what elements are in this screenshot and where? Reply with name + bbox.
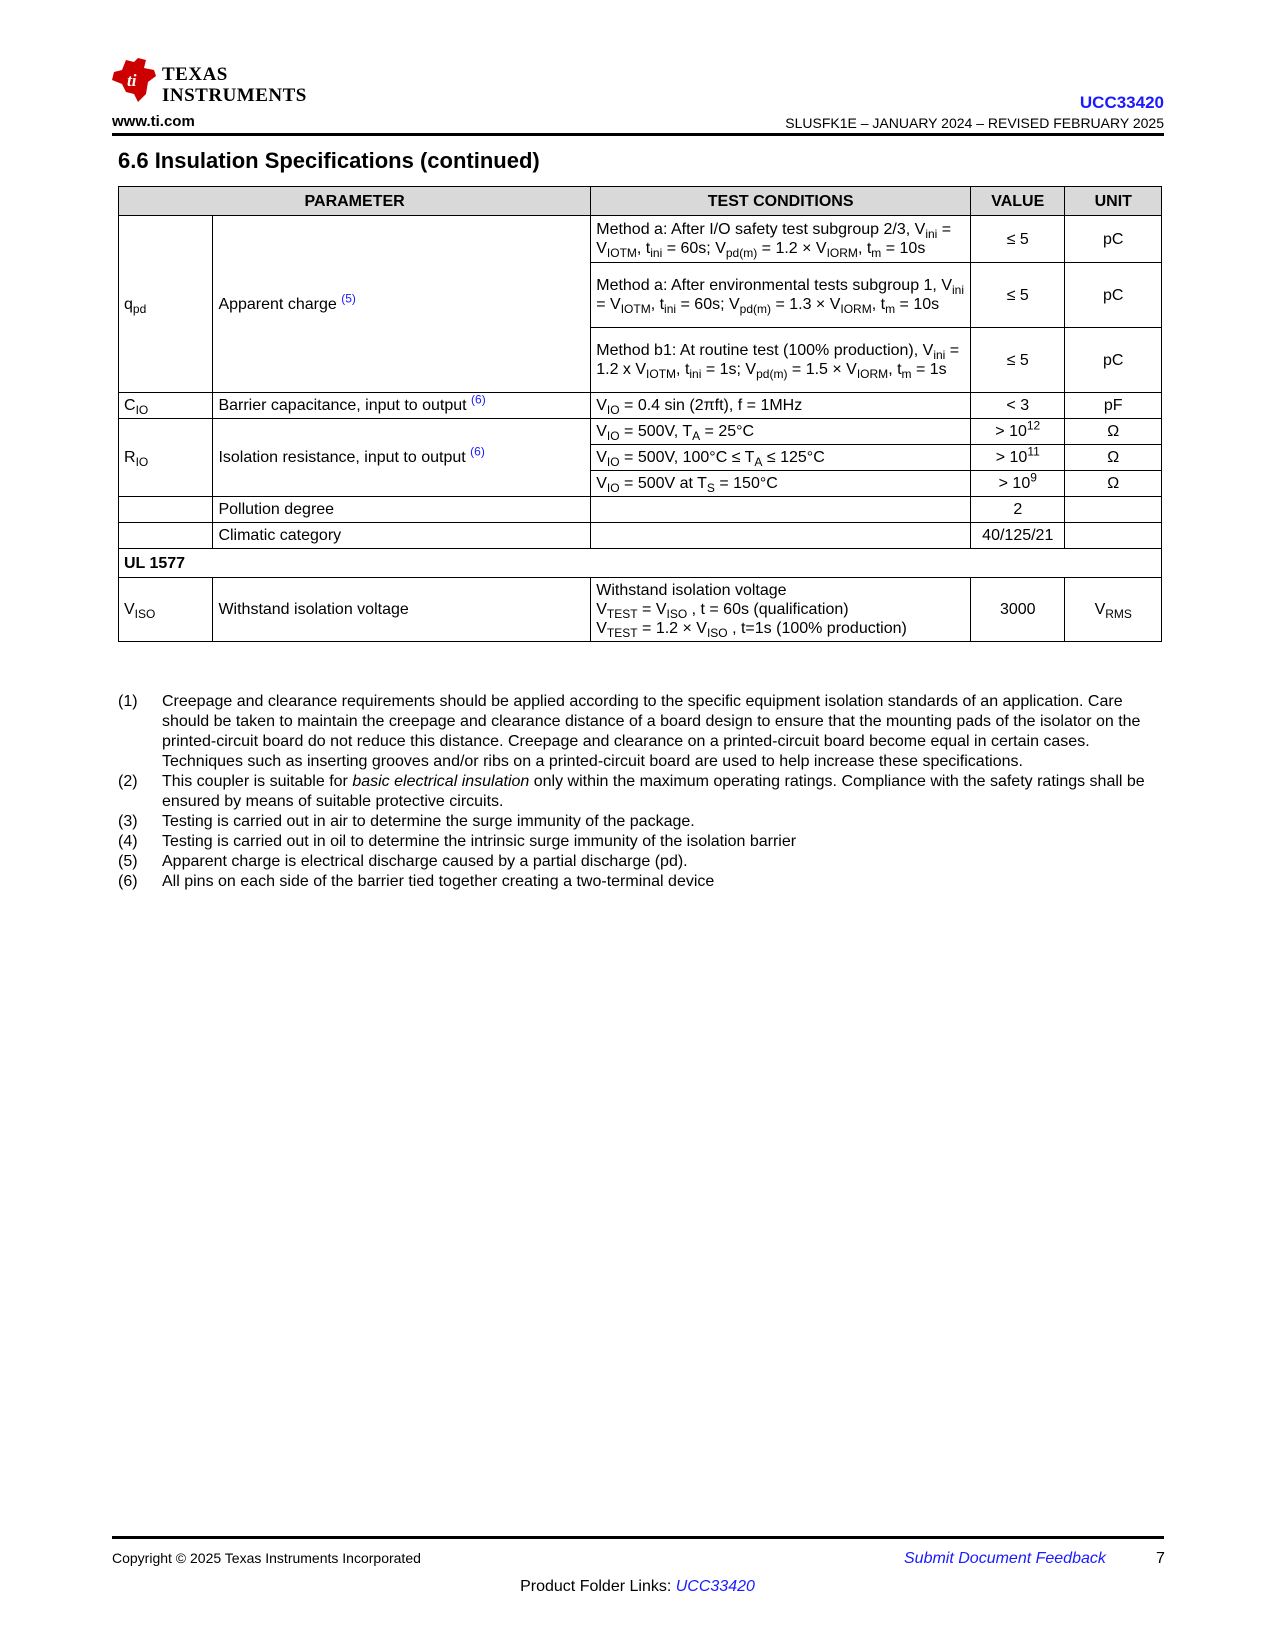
value-cell: ≤ 5 [971, 216, 1065, 263]
footnote-number: (2) [118, 773, 138, 790]
product-folder-links [0, 1578, 1275, 1596]
condition-line: $V_{TEST} = 1.2 \times V_{ISO}$ , t=1s (100% production) [596, 620, 907, 641]
symbol-qpd: $q_{pd}$ [119, 216, 213, 393]
symbol-cio: $C_{IO}$ [119, 393, 213, 419]
condition-method-a-io: Method a: After I/O safety test subgroup 2/3, $V_{ini} = V_{IOTM}$, $t_{ini} = 60s$; $V_{pd(m)} = 1.2 \times V_{IORM}$, $t_m = 10s$ [591, 216, 971, 263]
footnote-number: (1) [118, 693, 138, 710]
footnote-text: This coupler is suitable for basic electrical insulation only within the maximum operating ratings. Compliance with the safety ratings shall be ensured by means of suitable protective circuits. [162, 773, 1145, 810]
value-cell: 2 [971, 497, 1065, 523]
unit-cell: pF [1065, 393, 1162, 419]
table-row [119, 393, 1162, 419]
table-header-row [119, 187, 1162, 216]
table-row [119, 419, 1162, 445]
footnote-item [118, 692, 1168, 772]
condition-line: $V_{TEST} = V_{ISO}$ , t = 60s (qualification) [596, 601, 849, 622]
doc-revision: SLUSFK1E – JANUARY 2024 – REVISED FEBRUARY 2025 [785, 115, 1164, 131]
website-link[interactable]: www.ti.com [112, 113, 195, 130]
unit-cell: pC [1065, 263, 1162, 328]
unit-cell [1065, 497, 1162, 523]
value-cell: > $10^{12}$ [971, 419, 1065, 445]
unit-cell [1065, 523, 1162, 549]
unit-cell: Ω [1065, 419, 1162, 445]
footnote-text: Creepage and clearance requirements should be applied according to the specific equipment isolation standards of an application. Care should be taken to maintain the creepage and clearance distance of a board design to ensure that the mounting pads of the isolator on the printed-circuit board do not reduce this distance. Creepage and clearance on a printed-circuit board become equal in certain cases. Techniques such as inserting grooves and/or ribs on a printed-circuit board are used to help increase these specifications. [162, 693, 1141, 770]
footnote-item [118, 852, 1168, 872]
condition-rio-125c: $V_{IO} = 500V$, $100^\circ C \le T_A \le 125^\circ C$ [591, 445, 971, 471]
footnote-item [118, 772, 1168, 812]
footnote-item [118, 812, 1168, 832]
value-cell: > $10^{11}$ [971, 445, 1065, 471]
footnote-number: (5) [118, 853, 138, 870]
unit-cell: Ω [1065, 471, 1162, 497]
symbol-viso: $V_{ISO}$ [119, 578, 213, 642]
header-parameter: PARAMETER [119, 187, 591, 216]
logo-text-texas: TEXAS [162, 64, 228, 85]
symbol-empty [119, 523, 213, 549]
footnote-ref-5[interactable]: (5) [341, 291, 356, 306]
footnote-number: (4) [118, 833, 138, 850]
unit-cell: pC [1065, 328, 1162, 393]
footnote-text: Testing is carried out in oil to determine the intrinsic surge immunity of the isolation barrier [162, 833, 797, 850]
footnote-text: Testing is carried out in air to determine the surge immunity of the package. [162, 813, 695, 830]
section-ul-1577: UL 1577 [119, 549, 1162, 578]
param-isolation-resistance: Isolation resistance, input to output $^{(6)}$ [213, 419, 591, 497]
table-row [119, 497, 1162, 523]
symbol-empty [119, 497, 213, 523]
table-row [119, 523, 1162, 549]
condition-method-a-env: Method a: After environmental tests subgroup 1, $V_{ini} = V_{IOTM}$, $t_{ini} = 60s$; $V_{pd(m)} = 1.3 \times V_{IORM}$, $t_m = 10s$ [591, 263, 971, 328]
header-unit: UNIT [1065, 187, 1162, 216]
param-apparent-charge: Apparent charge $^{(5)}$ [213, 216, 591, 393]
condition-rio-25c: $V_{IO} = 500V$, $T_A = 25^\circ C$ [591, 419, 971, 445]
product-folder-label: Product Folder Links: [520, 1578, 676, 1595]
footnotes [118, 692, 1168, 892]
header-value: VALUE [971, 187, 1065, 216]
condition-cio: $V_{IO} = 0.4$ sin (2πft), f = 1MHz [591, 393, 971, 419]
footnote-text: All pins on each side of the barrier tied together creating a two-terminal device [162, 873, 715, 890]
value-cell: > $10^9$ [971, 471, 1065, 497]
condition-method-b1: Method b1: At routine test (100% production), $V_{ini} = 1.2$ x $V_{IOTM}$, $t_{ini} = 1s$; $V_{pd(m)} = 1.5 \times V_{IORM}$, $t_m = 1s$ [591, 328, 971, 393]
value-cell: < 3 [971, 393, 1065, 419]
product-folder-link[interactable]: UCC33420 [675, 1578, 755, 1595]
param-withstand-voltage: Withstand isolation voltage [213, 578, 591, 642]
condition-empty [591, 523, 971, 549]
condition-empty [591, 497, 971, 523]
page-number: 7 [1156, 1550, 1165, 1567]
header-test-conditions: TEST CONDITIONS [591, 187, 971, 216]
section-title: 6.6 Insulation Specifications (continued) [118, 148, 540, 173]
svg-text:ti: ti [127, 71, 137, 90]
ti-logo [112, 58, 322, 110]
value-cell: 40/125/21 [971, 523, 1065, 549]
unit-cell: $V_{RMS}$ [1065, 578, 1162, 642]
value-cell: ≤ 5 [971, 263, 1065, 328]
footnote-number: (3) [118, 813, 138, 830]
value-cell: ≤ 5 [971, 328, 1065, 393]
unit-cell: pC [1065, 216, 1162, 263]
footnote-number: (6) [118, 873, 138, 890]
copyright: Copyright © 2025 Texas Instruments Incorporated [112, 1550, 421, 1566]
footer-rule [112, 1536, 1164, 1539]
submit-feedback-link[interactable]: Submit Document Feedback [904, 1550, 1106, 1567]
param-climatic-category: Climatic category [213, 523, 591, 549]
header-rule [112, 133, 1164, 136]
param-barrier-capacitance: Barrier capacitance, input to output $^{(6)}$ [213, 393, 591, 419]
ti-logo-icon [112, 58, 158, 102]
footnote-item [118, 872, 1168, 892]
value-cell: 3000 [971, 578, 1065, 642]
part-number-link[interactable]: UCC33420 [1079, 93, 1164, 112]
insulation-spec-table [118, 186, 1162, 642]
param-pollution-degree: Pollution degree [213, 497, 591, 523]
symbol-rio: $R_{IO}$ [119, 419, 213, 497]
condition-line: Withstand isolation voltage [596, 582, 787, 599]
footnote-text: Apparent charge is electrical discharge caused by a partial discharge (pd). [162, 853, 688, 870]
table-row [119, 216, 1162, 263]
condition-rio-150c: $V_{IO} = 500V$ at $T_S = 150^\circ C$ [591, 471, 971, 497]
table-section-row [119, 549, 1162, 578]
condition-viso [591, 578, 971, 642]
logo-text-instruments: INSTRUMENTS [162, 85, 307, 106]
unit-cell: Ω [1065, 445, 1162, 471]
footnote-ref-6[interactable]: (6) [471, 392, 486, 407]
table-row [119, 578, 1162, 642]
footnote-item [118, 832, 1168, 852]
footnote-ref-6[interactable]: (6) [470, 444, 485, 459]
